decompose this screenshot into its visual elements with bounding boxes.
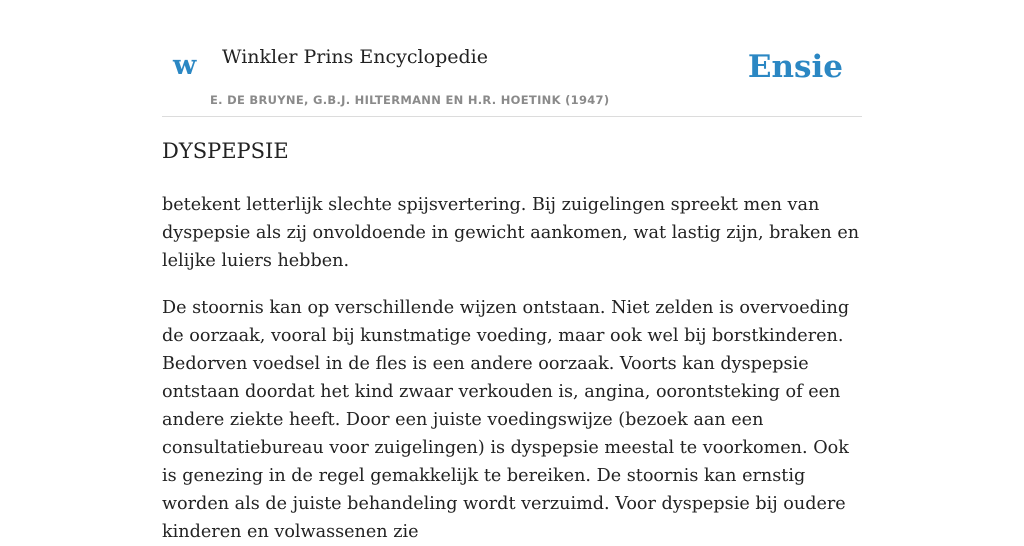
article-paragraph-1: betekent letterlijk slechte spijsvertering. Bij zuigelingen spreekt men van dyspepsie als zij onvoldoende in gewicht aankomen, wat lastig zijn, braken en lelijke luiers hebben. <box>162 195 860 272</box>
ensie-brand-logo[interactable]: Ensie <box>747 49 843 85</box>
article-paragraph-2: De stoornis kan op verschillende wijzen ontstaan. Niet zelden is overvoeding de oorzaak, vooral bij kunstmatige voeding, maar ook wel bij borstkinderen. Bedorven voedsel in de fles is een andere oorzaak. Voorts kan dyspepsie ontstaan doordat het kind zwaar verkouden is, angina, oorontsteking of een andere ziekte heeft. Door een juiste voedingswijze (bezoek aan een consultatiebureau voor zuigelingen) is dyspepsie meestal te voorkomen. Ook is genezing in de regel gemakkelijk te bereiken. De stoornis kan ernstig worden als de juiste behandeling wordt verzuimd. Voor dyspepsie bij oudere kinderen en volwassenen zie <box>162 298 850 543</box>
winkler-prins-logo[interactable]: w <box>173 50 197 81</box>
site-title[interactable]: Winkler Prins Encyclopedie <box>222 46 488 68</box>
page-header <box>162 0 862 117</box>
authors-line: E. DE BRUYNE, G.B.J. HILTERMANN EN H.R. HOETINK (1947) <box>210 93 610 107</box>
article-title: DYSPEPSIE <box>162 139 289 163</box>
article <box>162 138 866 546</box>
